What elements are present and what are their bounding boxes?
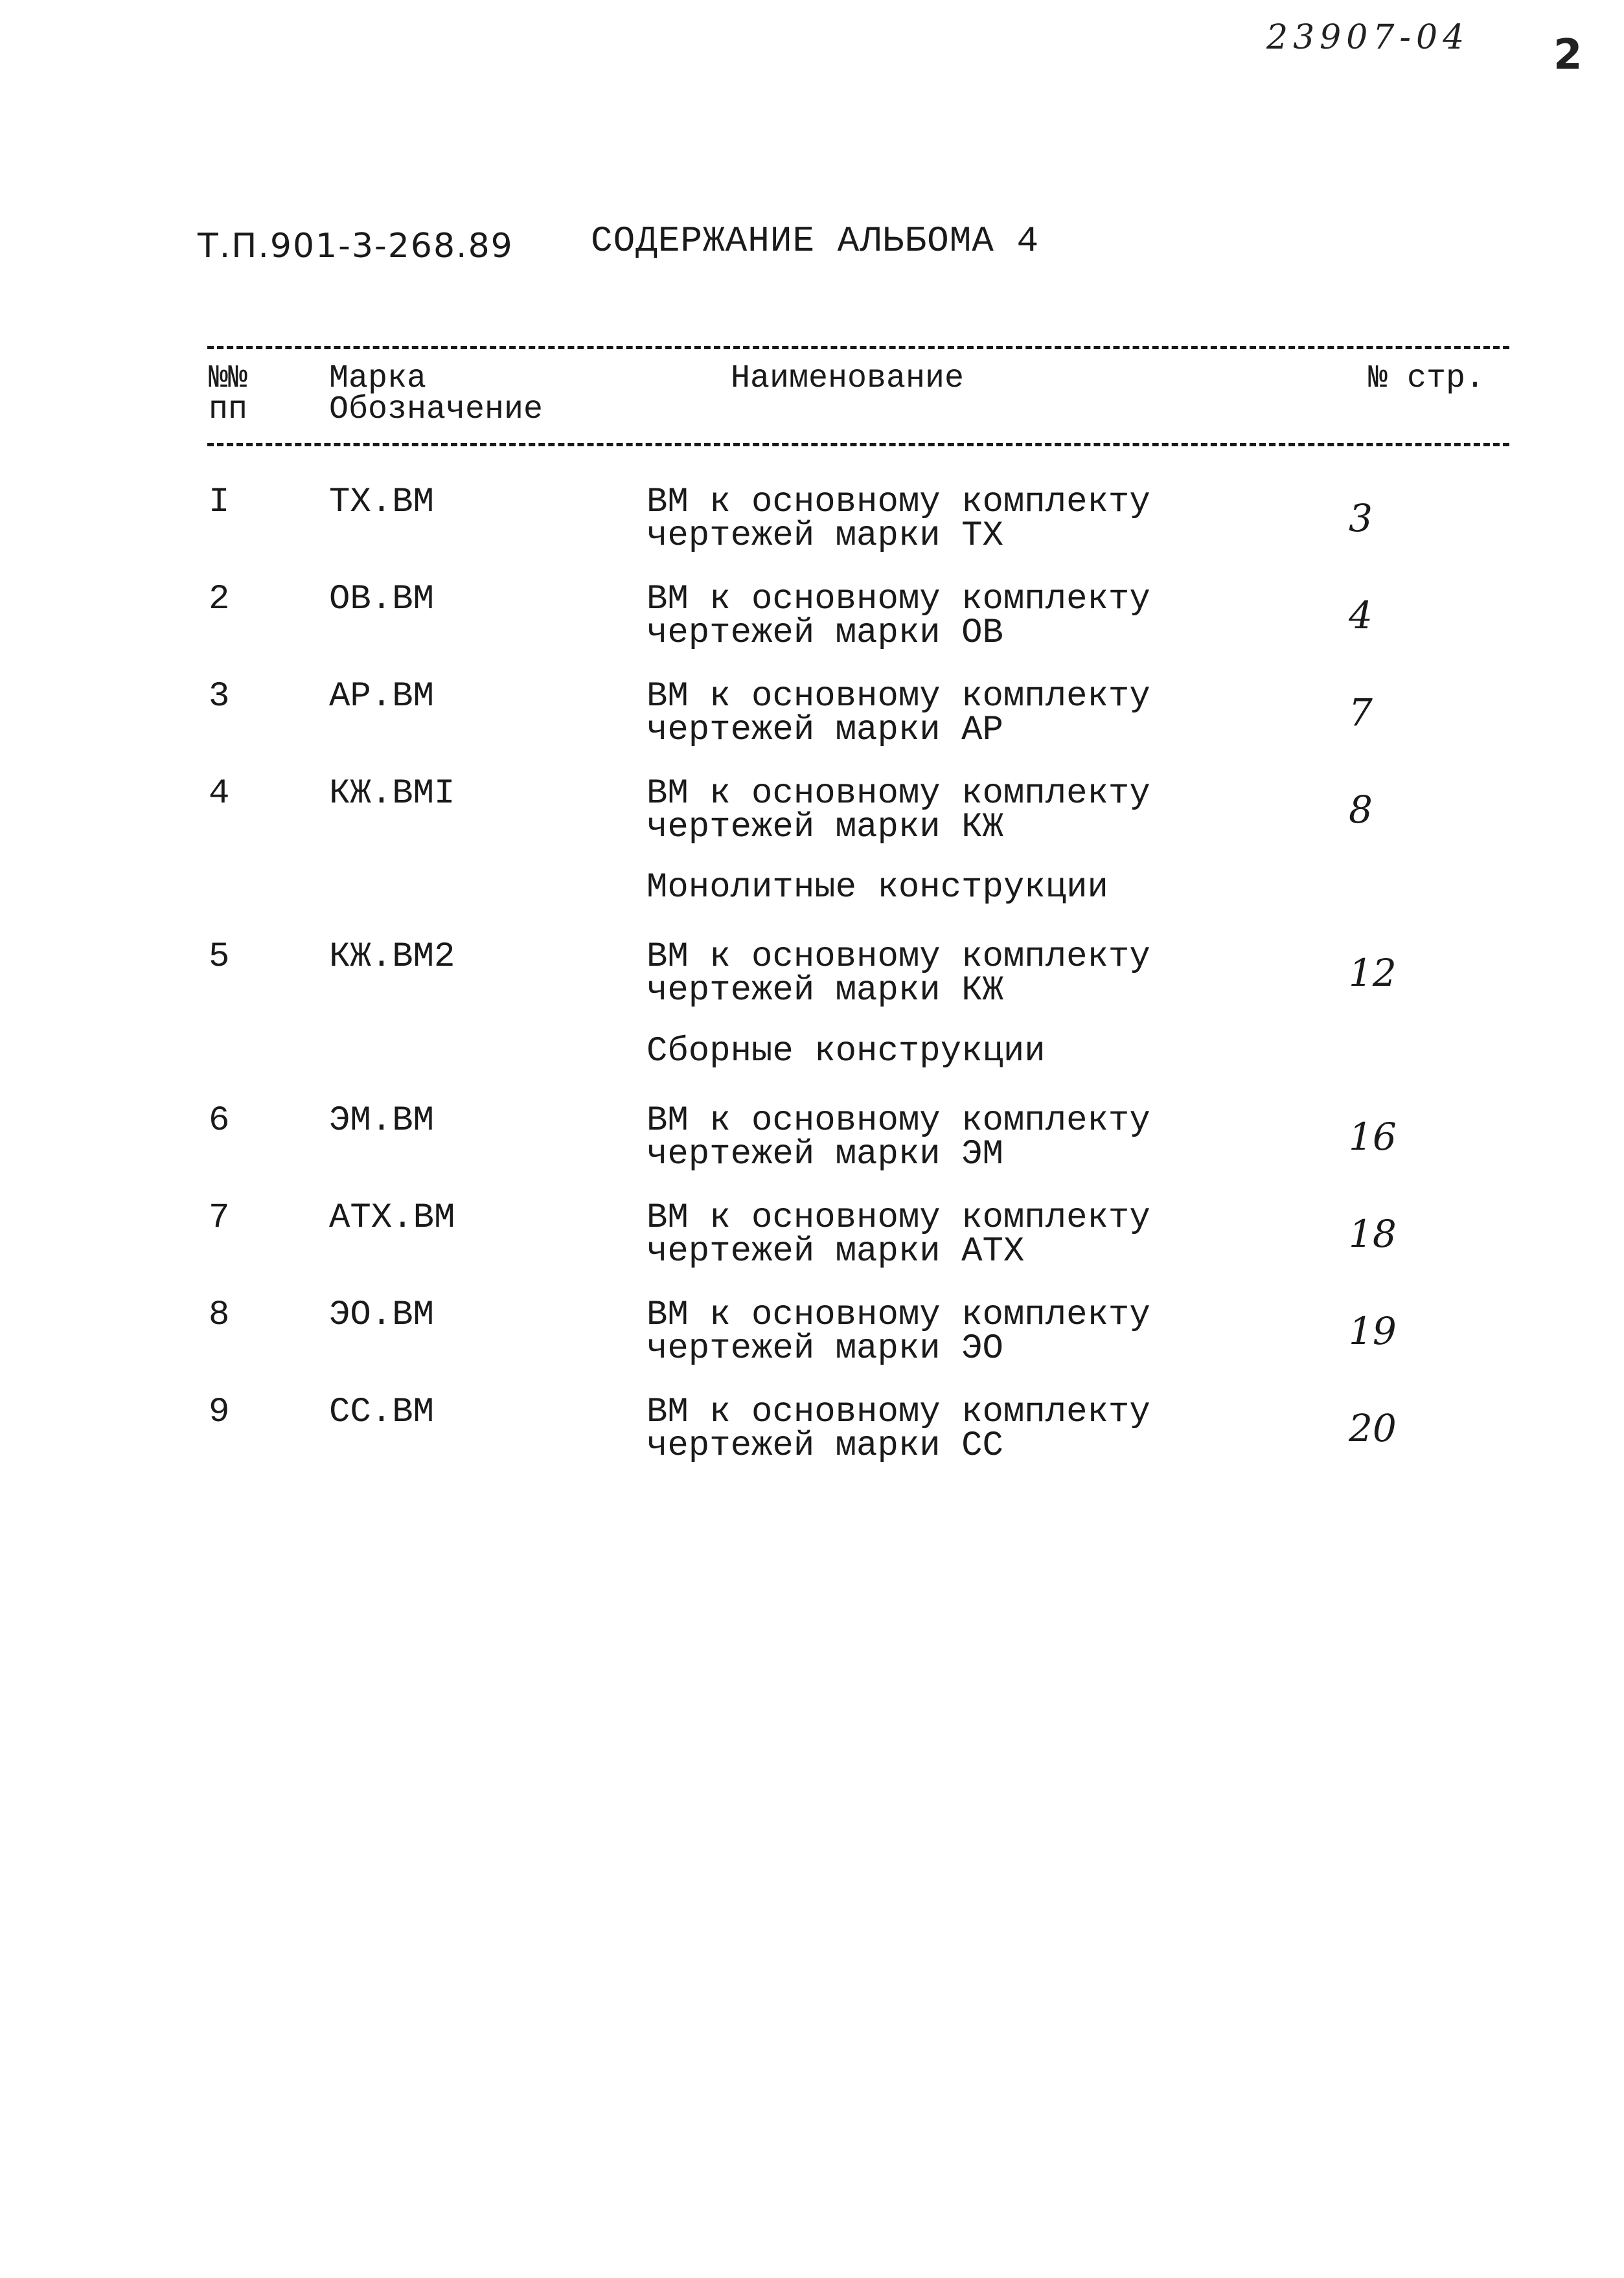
table-top-rule	[207, 346, 1509, 349]
row-number: 5	[209, 937, 230, 977]
page-title: СОДЕРЖАНИЕ АЛЬБОМА 4	[591, 220, 1040, 262]
row-page-number: 20	[1349, 1406, 1397, 1450]
row-name-line2: чертежей марки КЖ	[646, 808, 1003, 847]
row-page-number: 18	[1349, 1212, 1397, 1256]
row-name-line1: ВМ к основному комплекту	[646, 774, 1150, 814]
row-number: 8	[209, 1295, 230, 1335]
header-number-label: №№	[209, 360, 248, 397]
project-code: Т.П.901-3-268.89	[198, 227, 514, 266]
row-mark: ОВ.ВМ	[329, 580, 435, 619]
row-mark: АТХ.ВМ	[329, 1198, 455, 1238]
row-page-number: 19	[1349, 1309, 1397, 1353]
row-page-number: 4	[1349, 593, 1373, 637]
row-mark: СС.ВМ	[329, 1393, 435, 1432]
archive-number: 23907-04	[1266, 18, 1470, 57]
sheet-number: 2	[1553, 31, 1583, 79]
row-page-number: 3	[1349, 496, 1373, 540]
row-name-line2: чертежей марки КЖ	[646, 971, 1003, 1010]
row-name-line1: ВМ к основному комплекту	[646, 1101, 1150, 1141]
row-name-line1: ВМ к основному комплекту	[646, 1295, 1150, 1335]
row-number: 2	[209, 580, 230, 619]
section-heading: Монолитные конструкции	[646, 868, 1108, 907]
row-mark: КЖ.ВМ2	[329, 937, 455, 977]
header-number-sublabel: пп	[209, 391, 248, 428]
row-mark: ЭМ.ВМ	[329, 1101, 435, 1141]
header-designation-label: Обозначение	[329, 391, 543, 428]
row-number: 6	[209, 1101, 230, 1141]
row-mark: ЭО.ВМ	[329, 1295, 435, 1335]
row-name-line2: чертежей марки ЭМ	[646, 1135, 1003, 1174]
row-number: 9	[209, 1393, 230, 1432]
row-name-line2: чертежей марки ЭО	[646, 1329, 1003, 1369]
row-page-number: 16	[1349, 1115, 1397, 1159]
section-heading: Сборные конструкции	[646, 1032, 1046, 1071]
row-mark: ТХ.ВМ	[329, 483, 435, 522]
row-name-line2: чертежей марки ТХ	[646, 516, 1003, 556]
row-name-line2: чертежей марки ОВ	[646, 613, 1003, 653]
table-header-rule	[207, 443, 1509, 446]
row-name-line1: ВМ к основному комплекту	[646, 1198, 1150, 1238]
row-name-line1: ВМ к основному комплекту	[646, 937, 1150, 977]
row-number: I	[209, 483, 230, 522]
row-name-line1: ВМ к основному комплекту	[646, 580, 1150, 619]
row-name-line1: ВМ к основному комплекту	[646, 677, 1150, 716]
row-name-line2: чертежей марки АР	[646, 711, 1003, 750]
header-page-label: № стр.	[1368, 360, 1485, 397]
row-page-number: 7	[1349, 690, 1373, 735]
row-page-number: 12	[1349, 951, 1397, 995]
row-name-line2: чертежей марки АТХ	[646, 1232, 1025, 1271]
header-name-label: Наименование	[731, 360, 965, 397]
row-name-line2: чертежей марки СС	[646, 1426, 1003, 1466]
row-number: 4	[209, 774, 230, 814]
row-page-number: 8	[1349, 788, 1373, 832]
row-name-line1: ВМ к основному комплекту	[646, 483, 1150, 522]
row-name-line1: ВМ к основному комплекту	[646, 1393, 1150, 1432]
row-mark: КЖ.ВМI	[329, 774, 455, 814]
row-number: 7	[209, 1198, 230, 1238]
row-mark: АР.ВМ	[329, 677, 435, 716]
header-mark-label: Марка	[329, 360, 427, 397]
row-number: 3	[209, 677, 230, 716]
